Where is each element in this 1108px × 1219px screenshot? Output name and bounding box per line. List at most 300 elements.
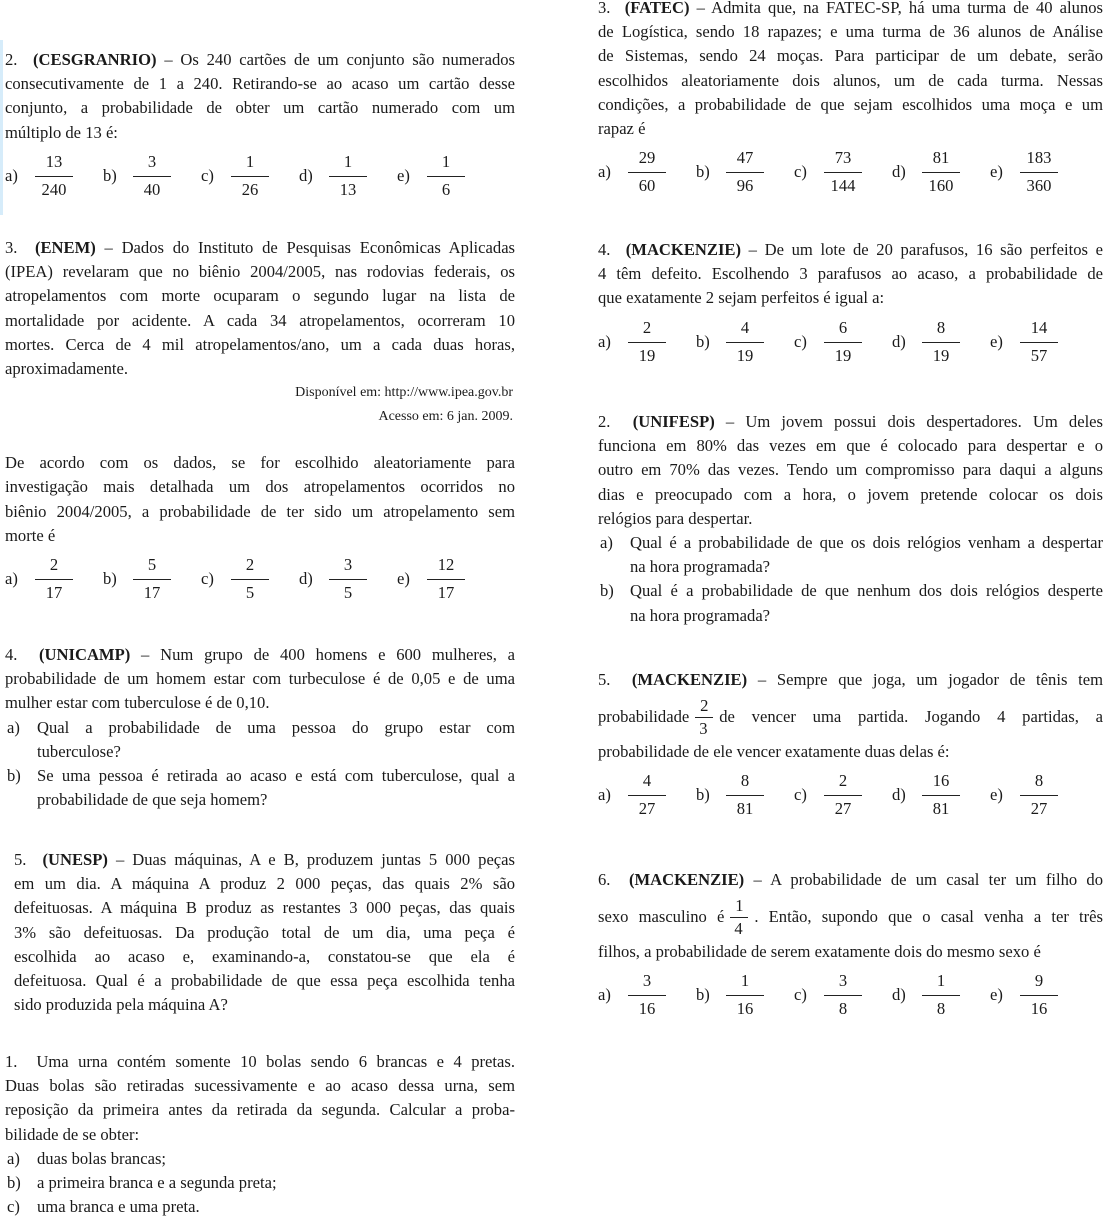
question-number: 4. bbox=[5, 645, 18, 664]
line-text: probabilidade de que seja homem? bbox=[37, 790, 268, 810]
text-line bbox=[598, 868, 1103, 892]
option-label: e) bbox=[397, 568, 410, 588]
fraction bbox=[726, 147, 764, 197]
fraction bbox=[231, 151, 269, 201]
numerator: 9 bbox=[1034, 971, 1044, 991]
text-line bbox=[598, 892, 1103, 940]
fraction bbox=[730, 896, 748, 939]
line-text: – Um jovem possui dois despertadores. Um deles bbox=[725, 412, 1103, 431]
text-line bbox=[14, 848, 515, 872]
sub-item-text bbox=[37, 1171, 515, 1195]
denominator: 16 bbox=[628, 995, 666, 1020]
denominator: 81 bbox=[726, 795, 764, 820]
text-line bbox=[37, 1195, 515, 1219]
text-line bbox=[5, 72, 515, 96]
answer-option bbox=[397, 554, 495, 604]
paragraph bbox=[5, 1050, 515, 1147]
answer-options bbox=[5, 151, 515, 201]
fraction bbox=[726, 317, 764, 367]
question-source: (MACKENZIE) bbox=[631, 670, 748, 689]
fraction bbox=[824, 317, 862, 367]
denominator: 240 bbox=[35, 176, 73, 201]
text-line bbox=[37, 716, 515, 740]
text-line bbox=[5, 96, 515, 120]
fraction bbox=[1020, 770, 1058, 820]
option-label: b) bbox=[696, 785, 710, 805]
line-text: de Sistemas, sendo 24 moças. Para participar de um debate, serão bbox=[598, 46, 1103, 66]
numerator: 8 bbox=[740, 771, 750, 791]
text-line bbox=[5, 121, 515, 145]
answer-option bbox=[397, 151, 495, 201]
option-label: c) bbox=[201, 568, 214, 588]
numerator: 5 bbox=[147, 554, 157, 574]
denominator: 81 bbox=[922, 795, 960, 820]
denominator: 160 bbox=[922, 172, 960, 197]
line-text: de Logística, sendo 18 rapazes; e uma turma de 36 alunos de Análise bbox=[598, 22, 1103, 42]
answer-option bbox=[696, 970, 794, 1020]
option-label: d) bbox=[299, 568, 313, 588]
question-number: 2. bbox=[5, 50, 18, 69]
line-text: mortalidade por acidente. A cada 34 atropelamentos, ocorreram 10 bbox=[5, 310, 515, 330]
question-number: 5. bbox=[14, 850, 27, 869]
sub-item-label: b) bbox=[7, 765, 21, 785]
paragraph bbox=[5, 236, 515, 381]
line-text: – Admita que, na FATEC-SP, há uma turma de 40 alunos bbox=[696, 0, 1103, 17]
option-label: c) bbox=[794, 985, 807, 1005]
numerator: 4 bbox=[740, 317, 750, 337]
question-number: 2. bbox=[598, 412, 611, 431]
answer-option bbox=[892, 970, 990, 1020]
option-label: d) bbox=[892, 331, 906, 351]
fraction bbox=[922, 970, 960, 1020]
line-text: uma branca e uma preta. bbox=[37, 1197, 200, 1217]
line-text: rapaz é bbox=[598, 118, 646, 138]
line-text: – A probabilidade de um casal ter um filho do bbox=[753, 870, 1104, 889]
paragraph bbox=[5, 643, 515, 716]
line-text: reposição da primeira antes da retirada da segunda. Calcular a proba- bbox=[5, 1100, 515, 1120]
line-text: funciona em 80% das vezes em que é colocado para despertar e o bbox=[598, 436, 1103, 456]
option-label: b) bbox=[103, 165, 117, 185]
question-source: (UNIFESP) bbox=[632, 412, 715, 431]
text-line bbox=[598, 410, 1103, 434]
answer-option bbox=[103, 151, 201, 201]
line-text: biênio 2004/2005, a probabilidade de ter sido um atropelamento sem bbox=[5, 501, 515, 521]
paragraph bbox=[598, 868, 1103, 964]
option-label: c) bbox=[201, 165, 214, 185]
answer-options bbox=[598, 770, 1103, 820]
denominator: 3 bbox=[695, 717, 713, 739]
denominator: 19 bbox=[726, 342, 764, 367]
fraction bbox=[133, 151, 171, 201]
option-label: a) bbox=[598, 785, 611, 805]
denominator: 16 bbox=[726, 995, 764, 1020]
option-label: e) bbox=[397, 165, 410, 185]
answer-option bbox=[696, 770, 794, 820]
numerator: 3 bbox=[147, 151, 157, 171]
line-text: probabilidade de um homem estar com turbeculose é de 0,05 e de uma bbox=[5, 669, 515, 689]
option-label: e) bbox=[990, 331, 1003, 351]
line-text: aproximadamente. bbox=[5, 358, 129, 378]
option-label: a) bbox=[598, 162, 611, 182]
line-text: – Dados do Instituto de Pesquisas Econômicas Aplicadas bbox=[104, 238, 516, 257]
numerator: 4 bbox=[642, 771, 652, 791]
line-text: mulher estar com tuberculose é de 0,10. bbox=[5, 693, 270, 713]
question-number: 3. bbox=[5, 238, 18, 257]
text-line bbox=[598, 262, 1103, 286]
fraction bbox=[1020, 147, 1058, 197]
denominator: 16 bbox=[1020, 995, 1058, 1020]
question-enem bbox=[5, 236, 515, 604]
text-line bbox=[5, 357, 515, 381]
text-line bbox=[5, 260, 515, 284]
question-unesp bbox=[14, 848, 515, 1017]
question-number: 5. bbox=[598, 670, 611, 689]
denominator: 17 bbox=[133, 579, 171, 604]
text-line bbox=[630, 604, 1103, 628]
numerator: 1 bbox=[735, 895, 744, 915]
denominator: 27 bbox=[628, 795, 666, 820]
sub-item bbox=[5, 1171, 515, 1195]
line-text: na hora programada? bbox=[630, 605, 771, 625]
text-line bbox=[598, 286, 1103, 310]
line-text: – Num grupo de 400 homens e 600 mulheres, a bbox=[141, 645, 515, 664]
fraction bbox=[1020, 970, 1058, 1020]
sub-item bbox=[5, 1147, 515, 1171]
answer-option bbox=[990, 770, 1088, 820]
denominator: 27 bbox=[1020, 795, 1058, 820]
option-label: e) bbox=[990, 162, 1003, 182]
fraction bbox=[231, 554, 269, 604]
text-line bbox=[5, 451, 515, 475]
answer-option bbox=[299, 151, 397, 201]
sub-item-text bbox=[630, 579, 1103, 627]
question-mackenzie-5 bbox=[598, 668, 1103, 820]
denominator: 40 bbox=[133, 176, 171, 201]
question-number: 3. bbox=[598, 0, 611, 17]
denominator: 8 bbox=[824, 995, 862, 1020]
answer-option bbox=[598, 147, 696, 197]
line-text: (IPEA) revelaram que no biênio 2004/2005, nas rodovias federais, os bbox=[5, 262, 515, 282]
denominator: 19 bbox=[922, 342, 960, 367]
answer-option bbox=[598, 317, 696, 367]
answer-options bbox=[598, 147, 1103, 197]
line-text: em um dia. A máquina A produz 2 000 peças, das quais 2% são bbox=[14, 874, 515, 894]
numerator: 29 bbox=[638, 148, 656, 168]
text-line bbox=[598, 668, 1103, 692]
text-line bbox=[14, 945, 515, 969]
fraction bbox=[1020, 317, 1058, 367]
answer-option bbox=[794, 970, 892, 1020]
text-line bbox=[598, 692, 1103, 740]
question-source: (ENEM) bbox=[34, 238, 96, 257]
paragraph bbox=[5, 48, 515, 145]
text-line bbox=[5, 284, 515, 308]
line-text: Uma urna contém somente 10 bolas sendo 6 brancas e 4 pretas. bbox=[36, 1052, 516, 1071]
answer-option bbox=[201, 151, 299, 201]
fraction bbox=[628, 970, 666, 1020]
option-label: c) bbox=[794, 785, 807, 805]
sub-item bbox=[598, 579, 1103, 627]
fraction bbox=[628, 770, 666, 820]
text-line bbox=[598, 458, 1103, 482]
text-line bbox=[598, 117, 1103, 141]
text-line bbox=[630, 555, 1103, 579]
denominator: 5 bbox=[329, 579, 367, 604]
fraction bbox=[133, 554, 171, 604]
denominator: 360 bbox=[1020, 172, 1058, 197]
numerator: 13 bbox=[45, 151, 63, 171]
option-label: a) bbox=[5, 165, 18, 185]
text-line bbox=[598, 44, 1103, 68]
question-source: (CESGRANRIO) bbox=[33, 50, 157, 69]
question-mackenzie-4 bbox=[598, 238, 1103, 367]
text-line bbox=[630, 531, 1103, 555]
line-text: dias e preocupado com a hora, o jovem pretende colocar os dois bbox=[598, 484, 1103, 504]
question-source: (FATEC) bbox=[624, 0, 690, 17]
denominator: 4 bbox=[730, 917, 748, 939]
line-text: escolhida ao acaso e, examinando-a, constatou-se que ela é bbox=[14, 946, 515, 966]
paragraph bbox=[598, 410, 1103, 531]
option-label: b) bbox=[696, 162, 710, 182]
text-line bbox=[37, 788, 515, 812]
paragraph bbox=[598, 238, 1103, 311]
line-text: defeituosa. Qual é a probabilidade de que essa peça escolhida tenha bbox=[14, 970, 515, 990]
text-line bbox=[598, 507, 1103, 531]
text-line bbox=[37, 1147, 515, 1171]
fraction bbox=[628, 317, 666, 367]
fraction bbox=[427, 151, 465, 201]
text-segment: . Então, supondo que o casal venha a ter três bbox=[754, 907, 1103, 927]
text-line bbox=[5, 236, 515, 260]
numerator: 73 bbox=[834, 148, 852, 168]
text-line bbox=[598, 69, 1103, 93]
line-text: tuberculose? bbox=[37, 741, 121, 761]
sub-item-text bbox=[37, 1195, 515, 1219]
answer-option bbox=[598, 970, 696, 1020]
sub-item-label: b) bbox=[7, 1172, 21, 1192]
denominator: 6 bbox=[427, 176, 465, 201]
option-label: e) bbox=[990, 785, 1003, 805]
option-label: e) bbox=[990, 985, 1003, 1005]
line-text: sido produzida pela máquina A? bbox=[14, 995, 228, 1015]
answer-options bbox=[598, 317, 1103, 367]
text-line bbox=[5, 667, 515, 691]
line-text: na hora programada? bbox=[630, 557, 771, 577]
sub-item bbox=[598, 531, 1103, 579]
denominator: 144 bbox=[824, 172, 862, 197]
line-text: atropelamentos com morte ocuparam o segundo lugar na lista de bbox=[5, 286, 515, 306]
fraction bbox=[35, 151, 73, 201]
sub-item-text bbox=[37, 764, 515, 812]
fraction bbox=[695, 696, 713, 739]
question-source: (MACKENZIE) bbox=[628, 870, 745, 889]
line-text: múltiplo de 13 é: bbox=[5, 122, 118, 142]
question-fatec bbox=[598, 0, 1103, 197]
option-label: d) bbox=[892, 985, 906, 1005]
question-number: 1. bbox=[5, 1052, 18, 1071]
numerator: 6 bbox=[838, 317, 848, 337]
text-line bbox=[598, 238, 1103, 262]
sub-item bbox=[5, 1195, 515, 1219]
answer-option bbox=[5, 554, 103, 604]
text-line bbox=[5, 691, 515, 715]
option-label: c) bbox=[794, 162, 807, 182]
sub-item bbox=[5, 764, 515, 812]
answer-option bbox=[794, 317, 892, 367]
source-citation: Disponível em: http://www.ipea.gov.br bbox=[295, 385, 513, 401]
option-label: b) bbox=[696, 985, 710, 1005]
answer-option bbox=[892, 147, 990, 197]
denominator: 5 bbox=[231, 579, 269, 604]
text-line bbox=[5, 1074, 515, 1098]
numerator: 81 bbox=[932, 148, 950, 168]
answer-option bbox=[990, 147, 1088, 197]
line-text: outro em 70% das vezes. Tendo um compromisso para daqui a alguns bbox=[598, 460, 1103, 480]
line-text: – Duas máquinas, A e B, produzem juntas 5 000 peças bbox=[115, 850, 515, 869]
answer-option bbox=[696, 147, 794, 197]
fraction bbox=[726, 770, 764, 820]
numerator: 2 bbox=[700, 695, 709, 715]
numerator: 1 bbox=[936, 971, 946, 991]
denominator: 17 bbox=[35, 579, 73, 604]
line-text: investigação mais detalhada um dos atropelamentos ocorridos no bbox=[5, 477, 515, 497]
question-urna bbox=[5, 1050, 515, 1219]
option-label: c) bbox=[794, 331, 807, 351]
text-segment: de vencer uma partida. Jogando 4 partidas, a bbox=[719, 707, 1103, 727]
denominator: 27 bbox=[824, 795, 862, 820]
text-line bbox=[598, 740, 1103, 764]
text-line bbox=[630, 579, 1103, 603]
numerator: 14 bbox=[1030, 317, 1048, 337]
answer-option bbox=[103, 554, 201, 604]
answer-option bbox=[794, 147, 892, 197]
fraction bbox=[35, 554, 73, 604]
question-number: 4. bbox=[598, 240, 611, 259]
text-line bbox=[37, 764, 515, 788]
text-line bbox=[5, 1050, 515, 1074]
line-text: que exatamente 2 sejam perfeitos é igual a: bbox=[598, 288, 885, 308]
fraction bbox=[329, 554, 367, 604]
sub-item bbox=[5, 716, 515, 764]
line-text: Duas bolas são retiradas sucessivamente e ao acaso dessa urna, sem bbox=[5, 1076, 515, 1096]
answer-option bbox=[299, 554, 397, 604]
line-text: Qual é a probabilidade de que nenhum dos dois relógios desperte bbox=[630, 581, 1103, 601]
text-line bbox=[5, 1098, 515, 1122]
text-line bbox=[5, 500, 515, 524]
question-source: (UNESP) bbox=[42, 850, 108, 869]
text-line bbox=[598, 93, 1103, 117]
text-line bbox=[14, 969, 515, 993]
line-text: – Os 240 cartões de um conjunto são numerados bbox=[164, 50, 515, 69]
numerator: 2 bbox=[49, 554, 59, 574]
text-line bbox=[5, 1123, 515, 1147]
text-line bbox=[598, 434, 1103, 458]
paragraph bbox=[5, 451, 515, 548]
fraction bbox=[427, 554, 465, 604]
line-text: escolhidos aleatoriamente dois alunos, um de cada turma. Nessas bbox=[598, 70, 1103, 90]
line-text: filhos, a probabilidade de serem exatamente dois do mesmo sexo é bbox=[598, 942, 1041, 962]
denominator: 26 bbox=[231, 176, 269, 201]
numerator: 16 bbox=[932, 771, 950, 791]
fraction bbox=[824, 147, 862, 197]
source-citation: Acesso em: 6 jan. 2009. bbox=[378, 409, 513, 425]
line-text: mortes. Cerca de 4 mil atropelamentos/ano, um a cada duas horas, bbox=[5, 334, 515, 354]
line-text: Se uma pessoa é retirada ao acaso e está com tuberculose, qual a bbox=[37, 765, 515, 785]
line-text: 4 têm defeito. Escolhendo 3 parafusos ao acaso, a probabilidade de bbox=[598, 264, 1103, 284]
denominator: 60 bbox=[628, 172, 666, 197]
numerator: 3 bbox=[642, 971, 652, 991]
line-text: relógios para despertar. bbox=[598, 508, 753, 528]
line-text: bilidade de se obter: bbox=[5, 1124, 140, 1144]
sub-item-label: a) bbox=[600, 532, 613, 552]
fraction bbox=[922, 147, 960, 197]
sub-item-label: c) bbox=[7, 1197, 20, 1217]
question-unifesp bbox=[598, 410, 1103, 628]
question-mackenzie-6 bbox=[598, 868, 1103, 1020]
paragraph bbox=[598, 668, 1103, 764]
text-line bbox=[5, 524, 515, 548]
answer-option bbox=[794, 770, 892, 820]
line-text: duas bolas brancas; bbox=[37, 1148, 167, 1168]
fraction bbox=[922, 317, 960, 367]
numerator: 12 bbox=[437, 554, 455, 574]
text-line bbox=[14, 872, 515, 896]
sub-item-text bbox=[37, 1147, 515, 1171]
text-line bbox=[5, 309, 515, 333]
text-line bbox=[14, 921, 515, 945]
answer-option bbox=[990, 970, 1088, 1020]
line-text: consecutivamente de 1 a 240. Retirando-se ao acaso um cartão desse bbox=[5, 74, 515, 94]
line-text: morte é bbox=[5, 525, 56, 545]
option-label: b) bbox=[103, 568, 117, 588]
numerator: 1 bbox=[245, 151, 255, 171]
text-segment: sexo masculino é bbox=[598, 907, 725, 927]
numerator: 1 bbox=[740, 971, 750, 991]
question-source: (MACKENZIE) bbox=[625, 240, 741, 259]
sub-item-text bbox=[37, 716, 515, 764]
fraction bbox=[726, 970, 764, 1020]
text-segment: probabilidade bbox=[598, 707, 690, 727]
text-line bbox=[14, 896, 515, 920]
sub-item-label: a) bbox=[7, 1148, 20, 1168]
line-text: conjunto, a probabilidade de obter um cartão numerado com um bbox=[5, 98, 515, 118]
answer-option bbox=[598, 770, 696, 820]
text-line bbox=[14, 993, 515, 1017]
numerator: 8 bbox=[1034, 771, 1044, 791]
answer-options bbox=[598, 970, 1103, 1020]
answer-option bbox=[5, 151, 103, 201]
text-line bbox=[598, 940, 1103, 964]
line-text: Qual a probabilidade de uma pessoa do grupo estar com bbox=[37, 717, 515, 737]
answer-option bbox=[201, 554, 299, 604]
option-label: a) bbox=[598, 331, 611, 351]
fraction bbox=[824, 770, 862, 820]
margin-highlight bbox=[0, 40, 3, 215]
paragraph bbox=[598, 0, 1103, 141]
text-line bbox=[5, 643, 515, 667]
fraction bbox=[824, 970, 862, 1020]
question-cesgranrio bbox=[5, 48, 515, 201]
denominator: 17 bbox=[427, 579, 465, 604]
text-line bbox=[598, 0, 1103, 20]
fraction bbox=[922, 770, 960, 820]
text-line bbox=[598, 483, 1103, 507]
line-text: condições, a probabilidade de que sejam escolhidos uma moça e um bbox=[598, 94, 1103, 114]
line-text: – Sempre que joga, um jogador de tênis tem bbox=[757, 670, 1103, 689]
option-label: d) bbox=[892, 785, 906, 805]
denominator: 19 bbox=[628, 342, 666, 367]
numerator: 1 bbox=[343, 151, 353, 171]
